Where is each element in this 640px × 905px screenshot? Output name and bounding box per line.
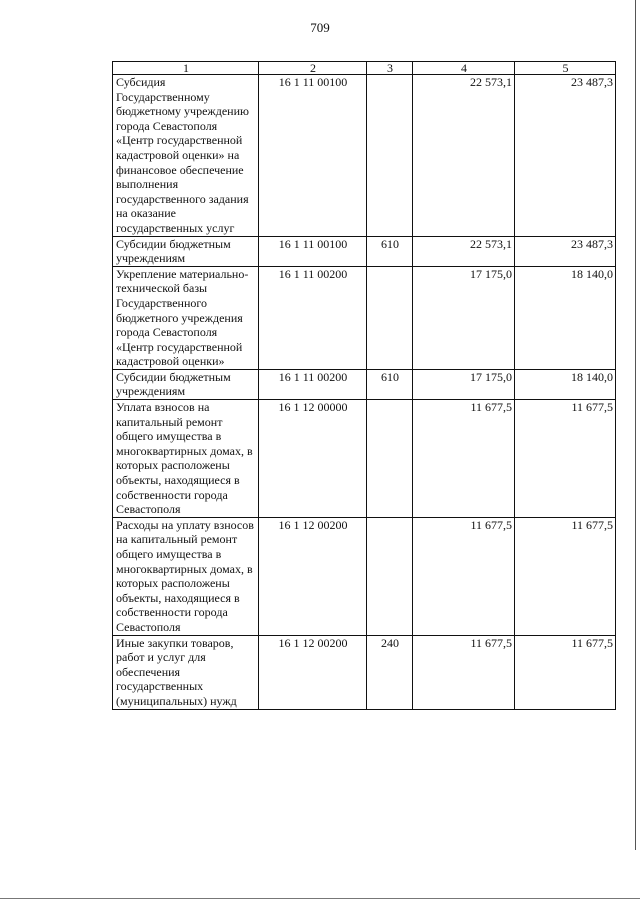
row-code-cell: 16 1 12 00200 bbox=[259, 517, 367, 635]
table-row bbox=[113, 75, 616, 237]
row-name-cell: Укрепление материально-технической базы Государственного бюджетного учреждения города Севастополя «Центр государственной кадастровой оценки» bbox=[113, 266, 259, 369]
table-row bbox=[113, 517, 616, 635]
row-amount2-cell: 11 677,5 bbox=[515, 517, 616, 635]
column-header: 1 bbox=[113, 62, 259, 75]
page-right-edge-line bbox=[635, 0, 636, 850]
row-code-cell: 16 1 12 00000 bbox=[259, 400, 367, 518]
table-row bbox=[113, 236, 616, 266]
table-header-row bbox=[113, 62, 616, 75]
column-header: 2 bbox=[259, 62, 367, 75]
page-bottom-edge-line bbox=[0, 898, 640, 899]
table-row bbox=[113, 400, 616, 518]
row-amount1-cell: 11 677,5 bbox=[413, 517, 515, 635]
row-code-cell: 16 1 11 00200 bbox=[259, 266, 367, 369]
row-name-cell: Уплата взносов на капитальный ремонт общего имущества в многоквартирных домах, в которых расположены объекты, находящиеся в собственности города Севастополя bbox=[113, 400, 259, 518]
row-name-cell: Субсидии бюджетным учреждениям bbox=[113, 369, 259, 399]
row-amount1-cell: 22 573,1 bbox=[413, 236, 515, 266]
row-amount2-cell: 18 140,0 bbox=[515, 369, 616, 399]
row-type-cell: 610 bbox=[367, 236, 413, 266]
column-header: 4 bbox=[413, 62, 515, 75]
row-type-cell bbox=[367, 517, 413, 635]
row-amount1-cell: 22 573,1 bbox=[413, 75, 515, 237]
row-amount2-cell: 11 677,5 bbox=[515, 400, 616, 518]
row-amount2-cell: 18 140,0 bbox=[515, 266, 616, 369]
row-amount1-cell: 17 175,0 bbox=[413, 369, 515, 399]
table-row bbox=[113, 266, 616, 369]
row-amount1-cell: 11 677,5 bbox=[413, 400, 515, 518]
row-name-cell: Субсидии бюджетным учреждениям bbox=[113, 236, 259, 266]
row-amount2-cell: 23 487,3 bbox=[515, 75, 616, 237]
row-type-cell bbox=[367, 75, 413, 237]
row-code-cell: 16 1 12 00200 bbox=[259, 635, 367, 709]
row-name-cell: Иные закупки товаров, работ и услуг для обеспечения государственных (муниципальных) нужд bbox=[113, 635, 259, 709]
page-number: 709 bbox=[310, 20, 330, 35]
row-type-cell bbox=[367, 400, 413, 518]
row-name-cell: Субсидия Государственному бюджетному учреждению города Севастополя «Центр государственной кадастровой оценки» на финансовое обеспечение выполнения государственного задания на оказание государственных услуг bbox=[113, 75, 259, 237]
row-type-cell bbox=[367, 266, 413, 369]
row-amount2-cell: 11 677,5 bbox=[515, 635, 616, 709]
row-code-cell: 16 1 11 00200 bbox=[259, 369, 367, 399]
row-code-cell: 16 1 11 00100 bbox=[259, 236, 367, 266]
row-amount2-cell: 23 487,3 bbox=[515, 236, 616, 266]
budget-table bbox=[112, 61, 616, 710]
column-header: 5 bbox=[515, 62, 616, 75]
row-type-cell: 240 bbox=[367, 635, 413, 709]
table-row bbox=[113, 369, 616, 399]
row-name-cell: Расходы на уплату взносов на капитальный ремонт общего имущества в многоквартирных домах, в которых расположены объекты, находящиеся в собственности города Севастополя bbox=[113, 517, 259, 635]
row-amount1-cell: 11 677,5 bbox=[413, 635, 515, 709]
row-amount1-cell: 17 175,0 bbox=[413, 266, 515, 369]
table-row bbox=[113, 635, 616, 709]
row-code-cell: 16 1 11 00100 bbox=[259, 75, 367, 237]
row-type-cell: 610 bbox=[367, 369, 413, 399]
column-header: 3 bbox=[367, 62, 413, 75]
